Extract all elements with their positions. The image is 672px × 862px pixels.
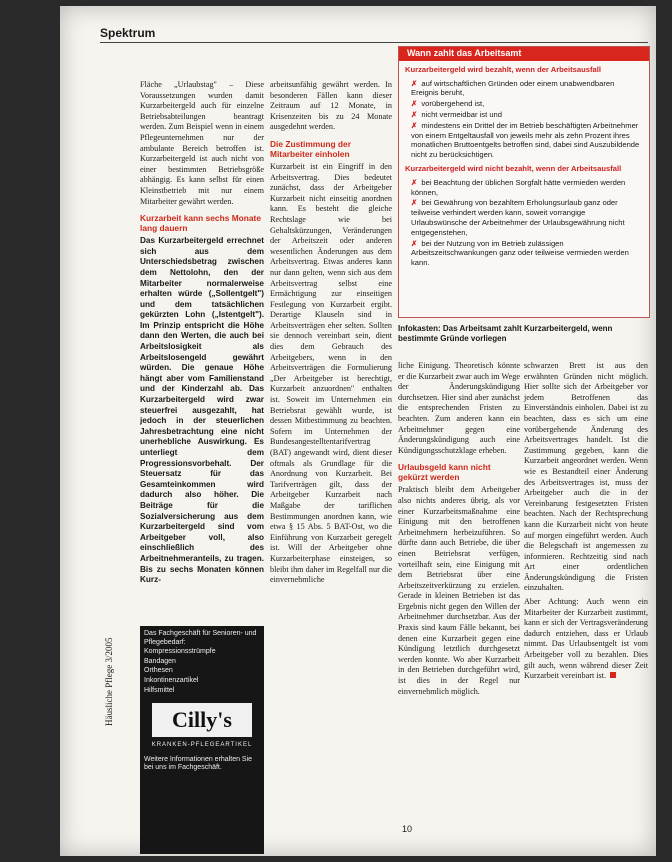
cross-icon: ✗ [411, 99, 418, 109]
cross-icon: ✗ [411, 177, 418, 187]
column-3 [398, 361, 520, 700]
ad-list-item: Kompressionsstrümpfe [144, 648, 216, 656]
info-box-section: Kurzarbeitergeld wird bezahlt, wenn der Arbeitsausfall [405, 64, 601, 74]
info-box-title: Wann zahlt das Arbeitsamt [399, 47, 649, 61]
paragraph: liche Einigung. Theoretisch könnte er die Kurzarbeit zwar auch im Wege der Änderungskündigung durchsetzen. Hier sind aber zunächst die entsprechenden Fristen zu beachten. Zum anderen kann ein Arbeitnehmer gegen eine Änderungskündigung auch eine Kündigungsschutzklage erheben. [398, 361, 520, 455]
column-1 [140, 80, 264, 589]
info-box-section: Kurzarbeitergeld wird nicht bezahlt, wenn der Arbeitsausfall [405, 163, 622, 173]
paragraph: Fläche „Urlaubstag" – Diese Voraussetzungen wurden damit Kurzarbeitergeld auch für einzelne Betriebsabteilungen beantragt werden. Zum Beispiel wenn in einem Pflegeunternehmen nur der ambulante Bereich betroffen ist. Kurzarbeitergeld ist auch nicht von einer bestimmten Betriebsgröße abhängig. Es kann selbst für einen Kleinstbetrieb mit nur einem Mitarbeiter gewährt werden. [140, 80, 264, 206]
list-item: ✗ bei Gewährung von bezahltem Erholungsurlaub ganz oder teilweise verhindert werden kann, soweit vorrangige Urlaubswünsche der Arbeitnehmer der Urlaubsgewährung nicht entgegenstehen, [411, 198, 625, 237]
cross-icon: ✗ [411, 238, 418, 248]
list-item: ✗ auf wirtschaftlichen Gründen oder einem unabwendbaren Ereignis beruht, [411, 78, 615, 98]
paragraph: Kurzarbeit ist ein Eingriff in den Arbeitsvertrag. Dies bedeutet zunächst, dass der Arbeitgeber Kurzarbeit nicht einseitig anordnen kann. Es besteht die gleiche Rechtslage wie bei Gehaltskürzungen, Veränderungen der Arbeitszeit oder anderen wesentlichen Änderungen aus dem Arbeitsvertrag. Etwas anderes kann nur dann gelten, wenn sich aus dem Arbeitsvertrag selbst eine Ermächtigung zur einseitigen Festlegung von Kurzarbeit ergibt. Derartige Klauseln sind in Arbeitsverträgen eher selten. Sollten sie dennoch vereinbart sein, dient dies dem Gebrauch des Arbeitgebers, wenn in den Arbeitsverträgen die Formulierung „Der Arbeitgeber ist berechtigt, Kurzarbeit anzuordnen" enthalten ist. Soweit im Unternehmen ein Betriebsrat gewählt wurde, ist dessen Mitbestimmung zu beachten. Sofern im Unternehmen der Bundesangestelltentarifvertrag (BAT) angewandt wird, dient dieser oftmals als Grundlage für die Anordnung von Kurzarbeit. Bei Tarifverträgen gilt, dass der Arbeitgeber Kurzarbeit nach Maßgabe der tariflichen Bestimmungen anordnen kann, wie etwa § 15 Abs. 5 BAT-Ost, wo die Einführung von Kurzarbeit geregelt ist. Will der Arbeitgeber ohne Kurzarbeiterphase einsteigen, so bleibt ihm daher im Regelfall nur die einvernehmliche [270, 161, 392, 585]
ad-list [144, 648, 260, 695]
ad-tagline: KRANKEN-PFLEGEARTIKEL [151, 742, 253, 749]
cross-icon: ✗ [411, 109, 418, 119]
header-rule [100, 42, 648, 43]
list-item: ✗ mindestens ein Drittel der im Betrieb beschäftigten Arbeitnehmer von einem Entgeltausfall von jeweils mehr als zehn Prozent ihres monatlichen Bruttoentgelts betroffen sind, dabei sind Auszubildende nicht zu berücksichtigen. [411, 120, 640, 160]
subheading: Die Zustimmung der Mitarbeiter einholen [270, 138, 351, 159]
ad-list-item: Inkontinenzartikel [144, 676, 199, 684]
ad-footer: Weitere Informationen erhalten Sie bei uns im Fachgeschäft. [144, 755, 253, 772]
page-number: 10 [402, 824, 413, 834]
ad-list-item: Orthesen [144, 667, 173, 675]
cross-icon: ✗ [411, 78, 418, 88]
subheading: Urlaubsgeld kann nicht gekürzt werden [398, 462, 491, 483]
section-header: Spektrum [100, 26, 156, 40]
end-mark-icon [610, 672, 616, 678]
cross-icon: ✗ [411, 198, 418, 208]
ad-logo: Cilly's [152, 703, 252, 737]
list-item: ✗ bei Beachtung der üblichen Sorgfalt hätte vermieden werden können, [411, 177, 626, 197]
paragraph: Aber Achtung: Auch wenn ein Mitarbeiter der Kurzarbeit zustimmt, kann er sich der Vertragsveränderung dadurch entziehen, dass er Urlaub nimmt. Das Urlaubsentgelt ist vom Arbeitgeber voll zu bezahlen. Dies gilt auch, wenn während dieser Zeit Kurzarbeit vereinbart ist. [524, 597, 648, 681]
paragraph: arbeitsunfähig gewährt werden. In besonderen Fällen kann dieser Zeitraum auf 12 Monate, in Krisenzeiten bis zu 24 Monate ausgedehnt werden. [270, 80, 392, 132]
info-box [398, 46, 650, 318]
side-footer-text: Häusliche Pflege 3/2005 [104, 637, 114, 726]
list-item: ✗ bei der Nutzung von im Betrieb zulässigen Arbeitszeitschwankungen ganz oder teilweise vermieden werden kann. [411, 238, 629, 268]
ad-intro: Das Fachgeschäft für Senioren- und Pflegebedarf: [144, 630, 257, 646]
magazine-page [60, 6, 656, 856]
list-item: ✗ vorübergehend ist, [411, 99, 485, 109]
cross-icon: ✗ [411, 120, 418, 130]
paragraph: schwarzen Brett ist aus den erwähnten Gründen nicht möglich. Hier sollte sich der Arbeitgeber vor jedem Betroffenen das Einverständnis einholen. Dabei ist zu beachten, dass es sich um eine vorübergehende Änderung des Arbeitsvertrages handelt. Ist die Zustimmung gegeben, kann die Kurzarbeit angeordnet werden. Wenn wie es Bestandteil einer Änderung des Arbeitsvertrages ist, muss der Arbeitgeber auch die in der Vereinbarung festgesetzten Fristen beachten. Nach der Rechtsprechung kann die Kurzarbeit nicht von heute auf morgen eingeführt werden. Auch die Belegschaft ist angemessen zu informieren. Rechtzeitig sind nach Art einer ordentlichen Änderungskündigung die Fristen einzuhalten. [524, 361, 648, 593]
info-box-caption: Infokasten: Das Arbeitsamt zahlt Kurzarbeitergeld, wenn bestimmte Gründe vorliegen [398, 324, 613, 343]
advertisement [140, 626, 264, 854]
subheading: Kurzarbeit kann sechs Monate lang dauern [140, 213, 262, 234]
ad-list-item: Hilfsmittel [144, 686, 175, 694]
column-2 [270, 80, 392, 589]
column-4 [524, 361, 648, 685]
list-item: ✗ nicht vermeidbar ist und [411, 109, 502, 119]
ad-list-item: Bandagen [144, 657, 176, 665]
paragraph: Das Kurzarbeitergeld errechnet sich aus dem Unterschiedsbetrag zwischen dem Nettolohn, den der Mitarbeiter normalerweise erhalten würde („Sollentgelt") und dem tatsächlichen gekürzten Lohn („Istentgelt"). Im Prinzip entspricht die Höhe dann den Werten, die auch bei Arbeitslosigkeit als Arbeitslosengeld gewährt würden. Die genaue Höhe hängt aber vom Familienstand und der Kinderzahl ab. Das Kurzarbeitergeld wird zwar steuerfrei ausgezahlt, hat jedoch in der steuerlichen Jahresbetrachtung eine nicht unerhebliche Auswirkung. Es unterliegt dem Progressionsvorbehalt. Der Steuersatz für das Gesamteinkommen wird dadurch also höher. Die Beiträge für die Sozialversicherung aus dem Kurzarbeitergeld sind vom Arbeitgeber voll, also einschließlich des Arbeitnehmeranteils, zu tragen. Bis zu sechs Monaten können Kurz- [140, 236, 264, 585]
paragraph: Praktisch bleibt dem Arbeitgeber also nichts anderes übrig, als vor einer Kurzarbeitsmaßnahme eine Einigung mit den betroffenen Arbeitnehmern herbeizuführen. So dürfte dann auch Betriebe, die über einen Betriebsrat verfügen, vorteilhaft sein, eine Einigung mit dem Betriebsrat über eine Arbeitszeitverkürzung zu erzielen. Gerade in kleinen Betrieben ist das Ergebnis nicht gegen den Willen der Arbeitnehmer durchsetzbar. Aus der Praxis sind kaum Fälle bekannt, bei denen eine Kurzarbeit gegen eine Kündigung letztlich durchgesetzt werden konnte. Wo aber Kurzarbeit in den Betrieben durchgeführt wird, ist dies in der Regel nur einvernehmlich möglich. [398, 485, 520, 696]
